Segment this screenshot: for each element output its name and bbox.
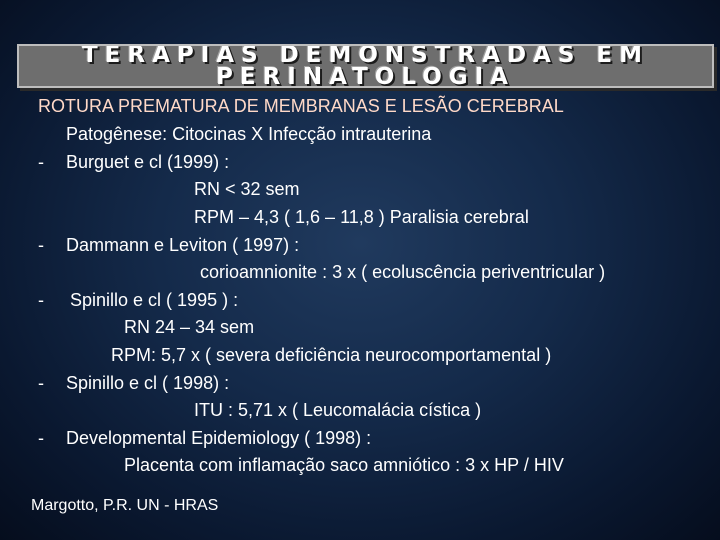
bullet-dash: - — [38, 290, 44, 310]
pathogenesis-text: Patogênese: Citocinas X Infecção intrauterina — [66, 124, 432, 144]
spinillo-1998-itu: ITU : 5,71 x ( Leucomalácia cística ) — [194, 400, 482, 420]
section-heading: ROTURA PREMATURA DE MEMBRANAS E LESÃO CEREBRAL — [38, 96, 564, 116]
bullet-dash: - — [38, 428, 44, 448]
title-banner — [17, 44, 714, 88]
spinillo-1995-rpm: RPM: 5,7 x ( severa deficiência neurocomportamental ) — [111, 345, 552, 365]
bullet-dash: - — [38, 235, 44, 255]
developmental-detail: Placenta com inflamação saco amniótico : 3 x HP / HIV — [124, 455, 564, 475]
title-line-1: TERAPIAS DEMONSTRADAS EM — [81, 44, 650, 68]
burguet-rpm: RPM – 4,3 ( 1,6 – 11,8 ) Paralisia cerebral — [194, 207, 529, 227]
reference-developmental: Developmental Epidemiology ( 1998) : — [66, 428, 372, 448]
bullet-dash: - — [38, 373, 44, 393]
bullet-dash: - — [38, 152, 44, 172]
burguet-rn: RN < 32 sem — [194, 179, 300, 199]
reference-dammann: Dammann e Leviton ( 1997) : — [66, 235, 300, 255]
reference-burguet: Burguet e cl (1999) : — [66, 152, 230, 172]
author-footer: Margotto, P.R. UN - HRAS — [31, 497, 219, 514]
reference-spinillo-1995: Spinillo e cl ( 1995 ) : — [70, 290, 239, 310]
title-line-2: PERINATOLOGIA — [216, 64, 515, 88]
reference-spinillo-1998: Spinillo e cl ( 1998) : — [66, 373, 230, 393]
dammann-detail: corioamnionite : 3 x ( ecoluscência periventricular ) — [200, 262, 606, 282]
spinillo-1995-rn: RN 24 – 34 sem — [124, 317, 255, 337]
